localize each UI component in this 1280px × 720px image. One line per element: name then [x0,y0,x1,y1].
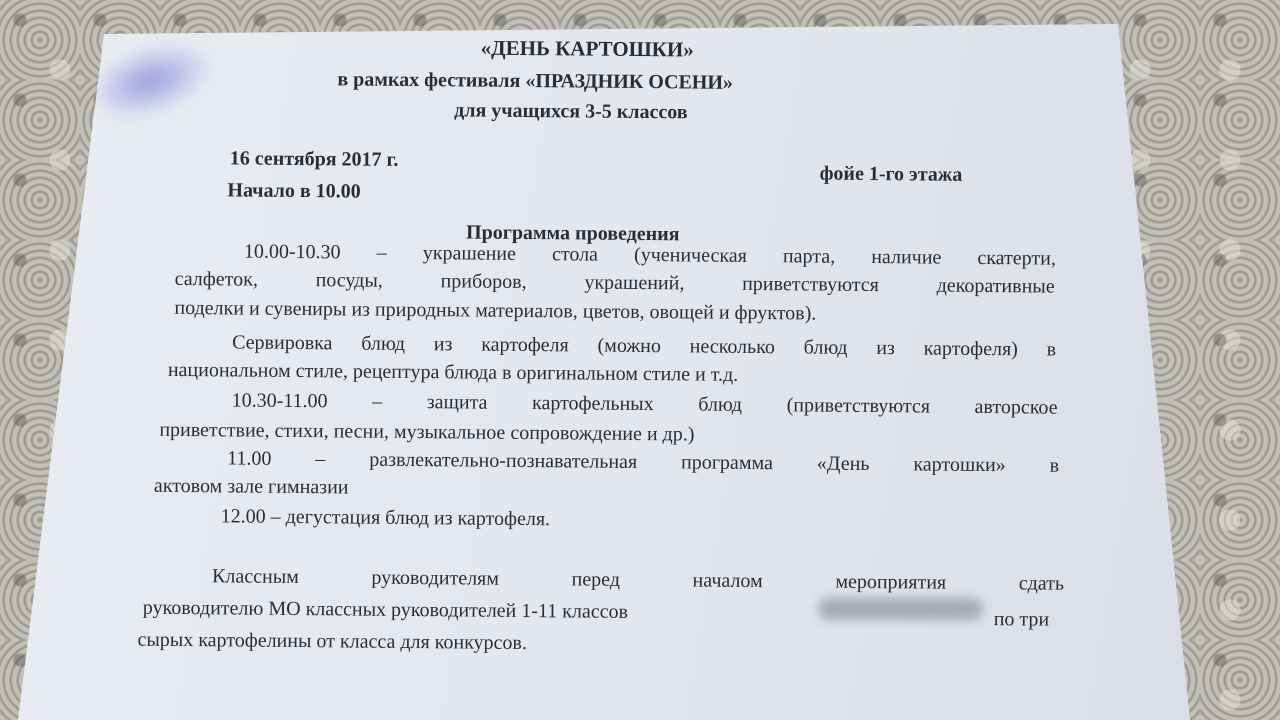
event-date: 16 сентября 2017 г. [229,147,399,171]
program-line: 12.00 – дегустация блюд из картофеля. [220,505,551,531]
doc-title: «ДЕНЬ КАРТОШКИ» [480,35,694,62]
program-line: актовом зале гимназии [153,474,349,499]
program-line: поделки и сувениры из природных материалов, цветов, овощей и фруктов). [174,296,817,325]
program-line: 10.30-11.00 – защита картофельных блюд (приветствуются авторское [231,389,1058,419]
note-line-end: по три [993,608,1050,631]
program-line: Сервировка блюд из картофеля (можно несколько блюд из картофеля) в [232,331,1057,361]
doc-festival: в рамках фестиваля «ПРАЗДНИК ОСЕНИ» [337,68,734,94]
note-line: руководителю МО классных руководителей 1-11 классов [142,596,629,623]
program-line: салфеток, посуды, приборов, украшений, приветствуются декоративные [174,267,1055,298]
program-heading: Программа проведения [466,221,680,246]
program-line: приветствие, стихи, песни, музыкальное сопровождение и др.) [159,418,695,446]
program-line: 11.00 – развлекательно-познавательная программа «День картошки» в [227,447,1060,477]
program-line: национальном стиле, рецептура блюда в оригинальном стиле и т.д. [167,358,739,386]
program-line: 10.00-10.30 – украшение стола (ученическая парта, наличие скатерти, [243,240,1056,270]
redacted-name [818,598,983,620]
doc-audience: для учащихся 3-5 классов [454,99,688,124]
note-line: сырых картофелины от класса для конкурсов. [137,628,527,655]
event-location: фойе 1-го этажа [819,162,963,186]
event-start: Начало в 10.00 [227,179,361,203]
note-line: Классным руководителям перед началом мероприятия сдать [212,565,1065,595]
